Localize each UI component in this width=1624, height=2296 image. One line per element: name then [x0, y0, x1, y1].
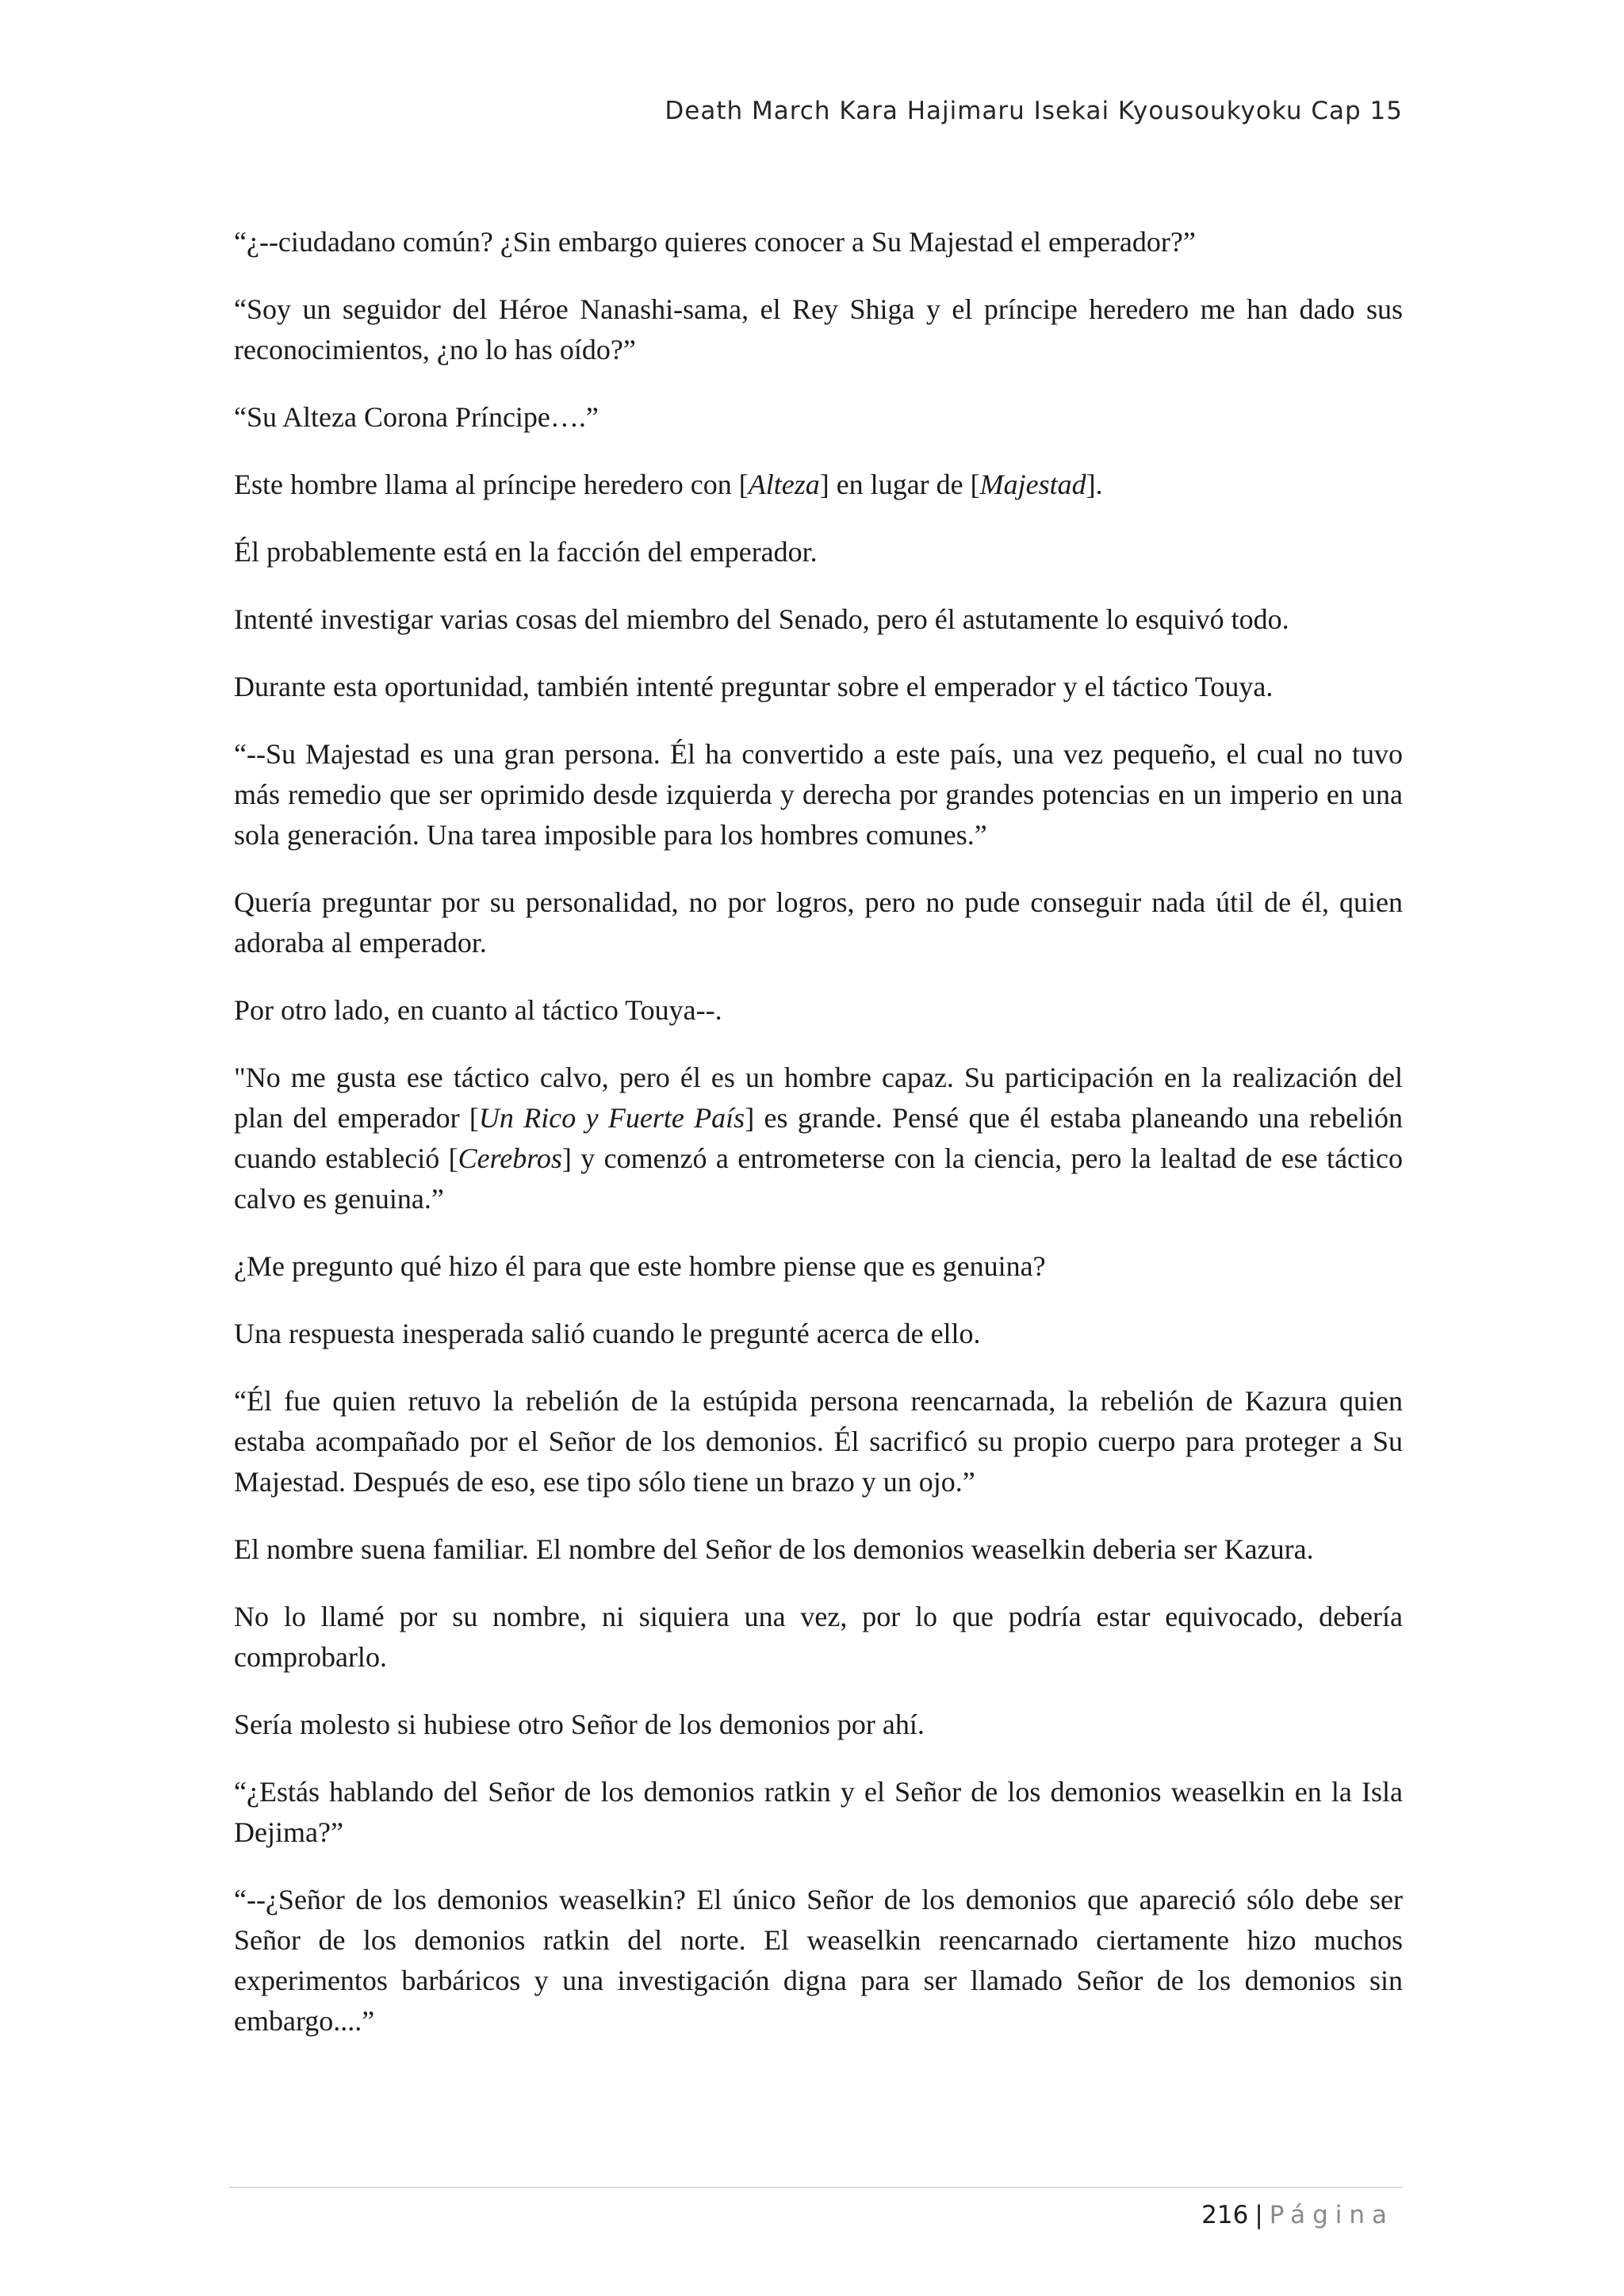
paragraph: “¿--ciudadano común? ¿Sin embargo quieres conocer a Su Majestad el emperador?”	[234, 226, 1196, 258]
italic-run: Un Rico y Fuerte País	[478, 1102, 745, 1134]
text-run: ] en lugar de [	[819, 469, 980, 500]
paragraph: “Su Alteza Corona Príncipe….”	[234, 401, 599, 433]
text-run: "No me gusta ese táctico calvo, pero él es un hombre capaz. Su participación en la realización del plan del emperador [	[234, 1062, 1403, 1134]
paragraph: “Soy un seguidor del Héroe Nanashi-sama, el Rey Shiga y el príncipe heredero me han dado sus reconocimientos, ¿no lo has oído?”	[234, 293, 1403, 365]
paragraph: Sería molesto si hubiese otro Señor de los demonios por ahí.	[234, 1709, 925, 1740]
paragraph	[234, 465, 1403, 505]
page-label: Página	[1269, 2201, 1394, 2229]
paragraph: “Él fue quien retuvo la rebelión de la estúpida persona reencarnada, la rebelión de Kazura quien estaba acompañado por el Señor de los demonios. Él sacrificó su propio cuerpo para proteger a Su Majestad. Después de eso, ese tipo sólo tiene un brazo y un ojo.”	[234, 1385, 1403, 1498]
paragraph: Quería preguntar por su personalidad, no por logros, pero no pude conseguir nada útil de él, quien adoraba al emperador.	[234, 886, 1403, 959]
paragraph: El nombre suena familiar. El nombre del Señor de los demonios weaselkin deberia ser Kazura.	[234, 1533, 1314, 1565]
footer-separator: |	[1254, 2201, 1263, 2229]
paragraph: ¿Me pregunto qué hizo él para que este hombre piense que es genuina?	[234, 1250, 1046, 1282]
paragraph: “--Su Majestad es una gran persona. Él ha convertido a este país, una vez pequeño, el cual no tuvo más remedio que ser oprimido desde izquierda y derecha por grandes potencias en un imperio en una sola generación. Una tarea imposible para los hombres comunes.”	[234, 738, 1403, 851]
running-header: Death March Kara Hajimaru Isekai Kyousoukyoku Cap 15	[665, 97, 1403, 125]
text-run: Este hombre llama al príncipe heredero con [	[234, 469, 749, 500]
italic-run: Alteza	[748, 469, 820, 500]
paragraph: Intenté investigar varias cosas del miembro del Senado, pero él astutamente lo esquivó todo.	[234, 603, 1289, 635]
paragraph: No lo llamé por su nombre, ni siquiera una vez, por lo que podría estar equivocado, debería comprobarlo.	[234, 1601, 1403, 1673]
italic-run: Majestad	[979, 469, 1086, 500]
paragraph	[234, 1058, 1403, 1219]
paragraph: “--¿Señor de los demonios weaselkin? El único Señor de los demonios que apareció sólo debe ser Señor de los demonios ratkin del norte. El weaselkin reencarnado ciertamente hizo muchos experimentos barbáricos y una investigación digna para ser llamado Señor de los demonios sin embargo....”	[234, 1884, 1403, 2037]
paragraph: “¿Estás hablando del Señor de los demonios ratkin y el Señor de los demonios weaselkin en la Isla Dejima?”	[234, 1776, 1403, 1848]
page-footer	[1201, 2201, 1394, 2229]
italic-run: Cerebros	[458, 1142, 562, 1174]
body-text	[234, 222, 1403, 2042]
footer-divider	[229, 2187, 1402, 2188]
page-number: 216	[1201, 2201, 1249, 2229]
paragraph: Él probablemente está en la facción del emperador.	[234, 536, 818, 568]
paragraph: Por otro lado, en cuanto al táctico Touya--.	[234, 994, 722, 1026]
text-run: ] es grande. Pensé que él estaba planeando una rebelión cuando estableció [	[234, 1102, 1403, 1174]
paragraph: Una respuesta inesperada salió cuando le pregunté acerca de ello.	[234, 1318, 981, 1349]
text-run: ] y comenzó a entrometerse con la ciencia, pero la lealtad de ese táctico calvo es genuina.”	[234, 1142, 1404, 1215]
paragraph: Durante esta oportunidad, también intenté preguntar sobre el emperador y el táctico Touya.	[234, 671, 1274, 702]
text-run: ].	[1086, 469, 1103, 500]
